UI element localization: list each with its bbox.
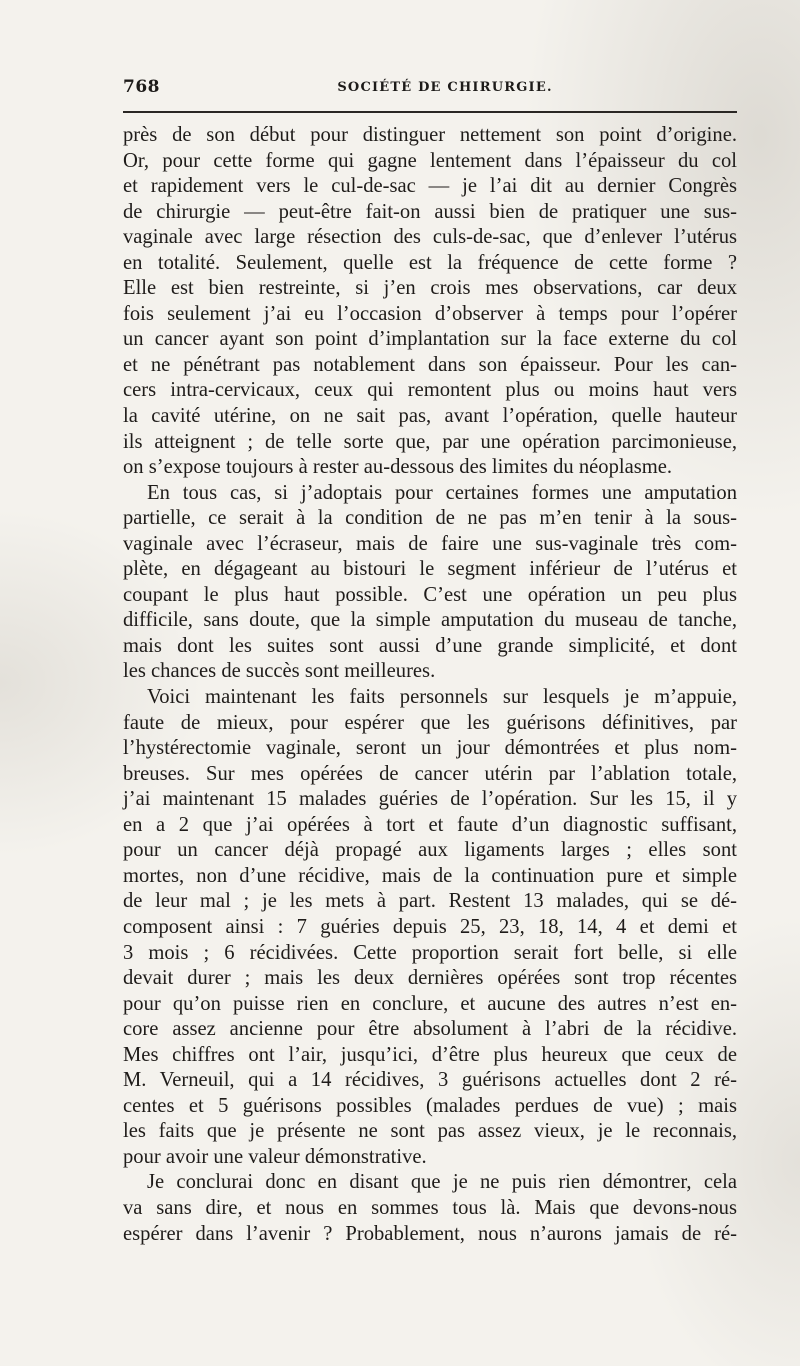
text-line: core assez ancienne pour être absolument à l’abri de la récidive. <box>123 1018 737 1041</box>
text-line: pour un cancer déjà propagé aux ligaments larges ; elles sont <box>123 839 737 862</box>
text-line: Voici maintenant les faits personnels sur lesquels je m’appuie, <box>147 686 737 709</box>
text-line: En tous cas, si j’adoptais pour certaines formes une amputation <box>147 481 737 504</box>
text-line: 3 mois ; 6 récidivées. Cette proportion serait fort belle, si elle <box>123 941 737 964</box>
text-line: plète, en dégageant au bistouri le segment inférieur de l’utérus et <box>123 558 737 581</box>
text-line: faute de mieux, pour espérer que les guérisons définitives, par <box>123 711 737 734</box>
paragraph <box>123 481 737 685</box>
text-line: devait durer ; mais les deux dernières opérées sont trop récentes <box>123 967 737 990</box>
journal-title: SOCIÉTÉ DE CHIRURGIE. <box>337 80 553 95</box>
text-line: Mes chiffres ont l’air, jusqu’ici, d’être plus heureux que ceux de <box>123 1043 737 1066</box>
text-line: Or, pour cette forme qui gagne lentement dans l’épaisseur du col <box>123 149 737 172</box>
text-line: va sans dire, et nous en sommes tous là. Mais que devons-nous <box>123 1196 737 1219</box>
text-line: près de son début pour distinguer nettement son point d’origine. <box>123 124 737 146</box>
text-line: les faits que je présente ne sont pas assez vieux, je le reconnais, <box>123 1120 737 1143</box>
text-line: en a 2 que j’ai opérées à tort et faute d’un diagnostic suffisant, <box>123 813 737 836</box>
running-head <box>123 77 737 99</box>
paragraph <box>123 123 737 481</box>
text-line: ils atteignent ; de telle sorte que, par une opération parcimonieuse, <box>123 430 737 453</box>
text-line: coupant le plus haut possible. C’est une opération un peu plus <box>123 583 737 606</box>
page-number: 768 <box>123 77 160 97</box>
text-line: centes et 5 guérisons possibles (malades perdues de vue) ; mais <box>123 1094 737 1117</box>
paragraph <box>123 1170 737 1247</box>
text-line: difficile, sans doute, que la simple amputation du museau de tanche, <box>123 609 737 632</box>
paragraph <box>123 685 737 1170</box>
text-line: les chances de succès sont meilleures. <box>123 660 436 683</box>
text-line: Je conclurai donc en disant que je ne puis rien démontrer, cela <box>147 1171 737 1194</box>
text-line: j’ai maintenant 15 malades guéries de l’opération. Sur les 15, il y <box>123 788 737 811</box>
text-line: fois seulement j’ai eu l’occasion d’observer à temps pour l’opérer <box>123 302 737 325</box>
text-line: M. Verneuil, qui a 14 récidives, 3 guérisons actuelles dont 2 ré- <box>123 1069 737 1092</box>
text-line: en totalité. Seulement, quelle est la fréquence de cette forme ? <box>123 251 737 274</box>
text-line: pour avoir une valeur démonstrative. <box>123 1145 427 1168</box>
text-line: Elle est bien restreinte, si j’en crois mes observations, car deux <box>123 277 737 300</box>
text-line: composent ainsi : 7 guéries depuis 25, 23, 18, 14, 4 et demi et <box>123 915 737 938</box>
text-line: pour qu’on puisse rien en conclure, et aucune des autres n’est en- <box>123 992 737 1015</box>
text-line: et rapidement vers le cul-de-sac — je l’ai dit au dernier Congrès <box>123 175 737 198</box>
text-line: on s’expose toujours à rester au-dessous des limites du néoplasme. <box>123 456 673 479</box>
text-line: mais dont les suites sont aussi d’une grande simplicité, et dont <box>123 634 737 657</box>
text-line: partielle, ce serait à la condition de ne pas m’en tenir à la sous- <box>123 507 737 530</box>
header-rule <box>123 111 737 113</box>
text-line: la cavité utérine, on ne sait pas, avant l’opération, quelle hauteur <box>123 405 737 428</box>
text-line: cers intra-cervicaux, ceux qui remontent plus ou moins haut vers <box>123 379 737 402</box>
text-line: espérer dans l’avenir ? Probablement, nous n’aurons jamais de ré- <box>123 1222 737 1245</box>
text-line: vaginale avec l’écraseur, mais de faire une sus-vaginale très com- <box>123 532 737 555</box>
text-line: de chirurgie — peut-être fait-on aussi bien de pratiquer une sus- <box>123 200 737 223</box>
text-line: de leur mal ; je les mets à part. Restent 13 malades, qui se dé- <box>123 890 737 913</box>
text-line: mortes, non d’une récidive, mais de la continuation pure et simple <box>123 864 737 887</box>
text-line: l’hystérectomie vaginale, seront un jour démontrées et plus nom- <box>123 737 737 760</box>
text-line: un cancer ayant son point d’implantation sur la face externe du col <box>123 328 737 351</box>
text-line: breuses. Sur mes opérées de cancer utérin par l’ablation totale, <box>123 762 737 785</box>
body-text <box>123 123 737 1247</box>
text-line: et ne pénétrant pas notablement dans son épaisseur. Pour les can- <box>123 353 737 376</box>
text-line: vaginale avec large résection des culs-de-sac, que d’enlever l’utérus <box>123 226 737 249</box>
